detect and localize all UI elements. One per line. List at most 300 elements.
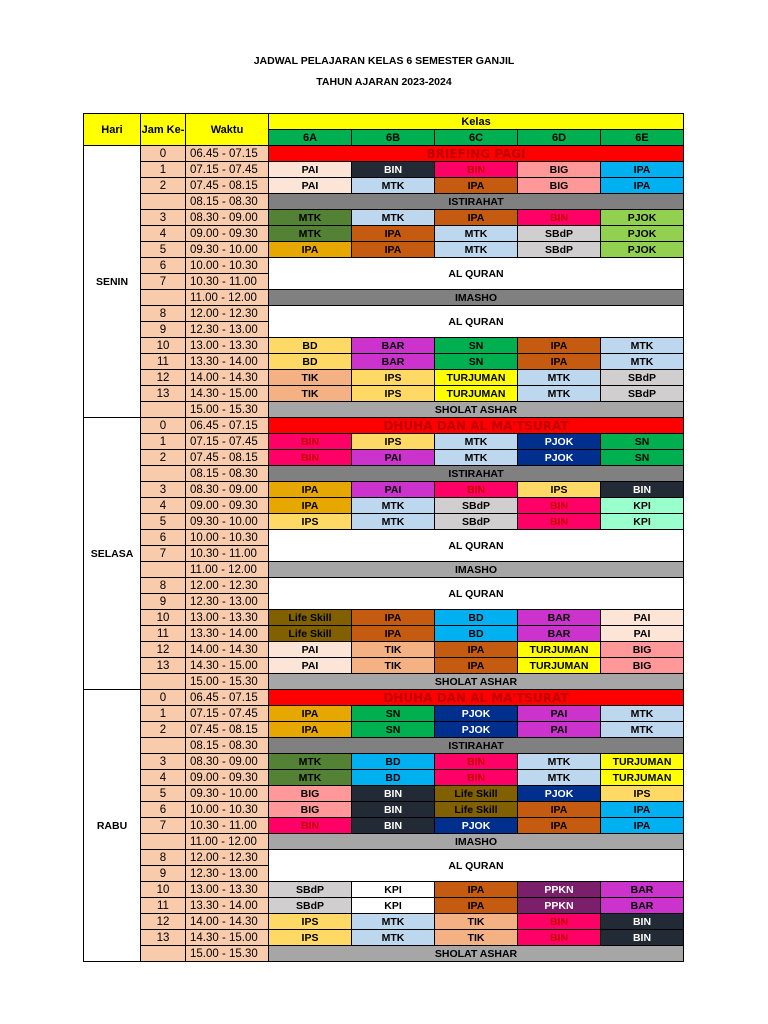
table-row: [84, 706, 684, 722]
table-row: [84, 146, 684, 162]
table-row: [84, 530, 684, 546]
subject-cell: IPS: [269, 930, 352, 946]
subject-cell: BIN: [601, 482, 684, 498]
table-row: [84, 818, 684, 834]
period-time: 06.45 - 07.15: [186, 418, 269, 434]
period-time: 07.15 - 07.45: [186, 706, 269, 722]
table-row: [84, 210, 684, 226]
table-row: [84, 370, 684, 386]
merged-activity: AL QURAN: [269, 258, 684, 290]
table-row: [84, 338, 684, 354]
table-row: [84, 946, 684, 962]
subject-cell: BIN: [518, 930, 601, 946]
period-number: 10: [141, 882, 186, 898]
subject-cell: SBdP: [601, 370, 684, 386]
subject-cell: BD: [269, 338, 352, 354]
subject-cell: BIN: [435, 162, 518, 178]
period-number: 13: [141, 658, 186, 674]
subject-cell: BD: [435, 626, 518, 642]
period-number: 12: [141, 642, 186, 658]
period-time: 12.30 - 13.00: [186, 594, 269, 610]
period-number: 8: [141, 306, 186, 322]
period-time: 15.00 - 15.30: [186, 674, 269, 690]
table-row: [84, 466, 684, 482]
subject-cell: PAI: [518, 706, 601, 722]
table-row: [84, 354, 684, 370]
subject-cell: IPA: [435, 898, 518, 914]
period-time: 10.00 - 10.30: [186, 802, 269, 818]
period-number: 11: [141, 354, 186, 370]
header-class-6e: 6E: [601, 130, 684, 146]
subject-cell: BAR: [601, 882, 684, 898]
subject-cell: MTK: [352, 914, 435, 930]
table-row: [84, 658, 684, 674]
subject-cell: SN: [352, 706, 435, 722]
subject-cell: BIN: [269, 434, 352, 450]
subject-cell: MTK: [601, 338, 684, 354]
table-row: [84, 306, 684, 322]
subject-cell: BIN: [352, 786, 435, 802]
table-row: [84, 690, 684, 706]
subject-cell: IPA: [601, 802, 684, 818]
period-number: [141, 946, 186, 962]
period-number: 2: [141, 450, 186, 466]
header-kelas: Kelas: [269, 114, 684, 130]
subject-cell: SBdP: [435, 498, 518, 514]
period-number: [141, 834, 186, 850]
period-number: [141, 738, 186, 754]
period-number: 9: [141, 866, 186, 882]
subject-cell: MTK: [352, 178, 435, 194]
subject-cell: IPA: [518, 354, 601, 370]
period-time: 07.15 - 07.45: [186, 162, 269, 178]
period-number: 6: [141, 802, 186, 818]
subject-cell: BD: [352, 754, 435, 770]
merged-activity: IMASHO: [269, 562, 684, 578]
table-row: [84, 770, 684, 786]
header-waktu: Waktu: [186, 114, 269, 146]
subject-cell: BD: [352, 770, 435, 786]
table-row: [84, 242, 684, 258]
period-time: 10.30 - 11.00: [186, 274, 269, 290]
period-time: 13.00 - 13.30: [186, 610, 269, 626]
subject-cell: KPI: [601, 498, 684, 514]
subject-cell: TIK: [269, 386, 352, 402]
table-row: [84, 562, 684, 578]
period-number: 2: [141, 178, 186, 194]
period-time: 15.00 - 15.30: [186, 946, 269, 962]
subject-cell: MTK: [601, 722, 684, 738]
subject-cell: IPA: [435, 210, 518, 226]
subject-cell: MTK: [352, 210, 435, 226]
subject-cell: TIK: [352, 642, 435, 658]
subject-cell: IPA: [269, 498, 352, 514]
subject-cell: PPKN: [518, 882, 601, 898]
subject-cell: Life Skill: [435, 802, 518, 818]
period-number: 4: [141, 770, 186, 786]
subject-cell: PAI: [269, 642, 352, 658]
period-number: [141, 290, 186, 306]
period-number: 10: [141, 338, 186, 354]
period-number: 8: [141, 850, 186, 866]
table-row: [84, 626, 684, 642]
subject-cell: PJOK: [435, 722, 518, 738]
subject-cell: BIN: [269, 818, 352, 834]
table-row: [84, 754, 684, 770]
subject-cell: PJOK: [518, 786, 601, 802]
period-time: 12.30 - 13.00: [186, 866, 269, 882]
subject-cell: SN: [352, 722, 435, 738]
subject-cell: KPI: [352, 898, 435, 914]
subject-cell: TURJUMAN: [601, 770, 684, 786]
period-number: 12: [141, 370, 186, 386]
subject-cell: IPA: [352, 242, 435, 258]
table-row: [84, 162, 684, 178]
subject-cell: PAI: [269, 162, 352, 178]
period-time: 13.00 - 13.30: [186, 882, 269, 898]
period-time: 07.45 - 08.15: [186, 178, 269, 194]
period-time: 09.30 - 10.00: [186, 786, 269, 802]
subject-cell: BIG: [601, 658, 684, 674]
period-number: 0: [141, 690, 186, 706]
merged-activity: ISTIRAHAT: [269, 194, 684, 210]
table-row: [84, 258, 684, 274]
period-number: 5: [141, 786, 186, 802]
subject-cell: BIN: [518, 210, 601, 226]
merged-activity: SHOLAT ASHAR: [269, 402, 684, 418]
subject-cell: BIN: [518, 498, 601, 514]
header-hari: Hari: [84, 114, 141, 146]
period-number: [141, 402, 186, 418]
subject-cell: IPA: [518, 802, 601, 818]
period-number: 8: [141, 578, 186, 594]
period-time: 13.30 - 14.00: [186, 354, 269, 370]
subject-cell: Life Skill: [269, 610, 352, 626]
period-time: 14.30 - 15.00: [186, 930, 269, 946]
table-row: [84, 194, 684, 210]
subject-cell: KPI: [601, 514, 684, 530]
subject-cell: BIG: [269, 802, 352, 818]
table-row: [84, 514, 684, 530]
subject-cell: TURJUMAN: [518, 642, 601, 658]
period-time: 09.00 - 09.30: [186, 226, 269, 242]
header-class-6b: 6B: [352, 130, 435, 146]
table-row: [84, 418, 684, 434]
subject-cell: MTK: [518, 754, 601, 770]
subject-cell: PAI: [269, 178, 352, 194]
period-number: [141, 674, 186, 690]
table-row: [84, 834, 684, 850]
subject-cell: SBdP: [518, 226, 601, 242]
subject-cell: IPA: [601, 162, 684, 178]
table-row: [84, 434, 684, 450]
period-time: 13.30 - 14.00: [186, 626, 269, 642]
period-time: 10.00 - 10.30: [186, 530, 269, 546]
period-time: 06.45 - 07.15: [186, 690, 269, 706]
table-row: [84, 738, 684, 754]
period-number: 0: [141, 146, 186, 162]
period-time: 09.00 - 09.30: [186, 770, 269, 786]
subject-cell: BIG: [518, 178, 601, 194]
subject-cell: SN: [601, 434, 684, 450]
period-number: 10: [141, 610, 186, 626]
subject-cell: PJOK: [518, 434, 601, 450]
table-row: [84, 642, 684, 658]
period-time: 13.00 - 13.30: [186, 338, 269, 354]
period-number: 2: [141, 722, 186, 738]
subject-cell: PJOK: [601, 242, 684, 258]
subject-cell: IPA: [601, 178, 684, 194]
table-row: [84, 386, 684, 402]
schedule-body: [84, 146, 684, 962]
period-time: 09.00 - 09.30: [186, 498, 269, 514]
period-number: [141, 562, 186, 578]
merged-activity: AL QURAN: [269, 306, 684, 338]
subject-cell: TURJUMAN: [518, 658, 601, 674]
period-time: 11.00 - 12.00: [186, 562, 269, 578]
table-row: [84, 898, 684, 914]
header-class-6a: 6A: [269, 130, 352, 146]
subject-cell: MTK: [518, 386, 601, 402]
period-number: 6: [141, 530, 186, 546]
period-number: 3: [141, 754, 186, 770]
period-number: [141, 194, 186, 210]
subject-cell: SBdP: [435, 514, 518, 530]
period-time: 15.00 - 15.30: [186, 402, 269, 418]
table-row: [84, 402, 684, 418]
period-time: 12.00 - 12.30: [186, 850, 269, 866]
day-label: SENIN: [84, 146, 141, 418]
period-time: 09.30 - 10.00: [186, 514, 269, 530]
subject-cell: PJOK: [601, 226, 684, 242]
period-number: 1: [141, 162, 186, 178]
subject-cell: BIN: [435, 754, 518, 770]
subject-cell: MTK: [352, 498, 435, 514]
subject-cell: Life Skill: [435, 786, 518, 802]
period-number: 0: [141, 418, 186, 434]
subject-cell: IPA: [435, 178, 518, 194]
subject-cell: MTK: [352, 514, 435, 530]
subject-cell: BAR: [518, 626, 601, 642]
subject-cell: IPA: [269, 482, 352, 498]
subject-cell: BIN: [518, 514, 601, 530]
period-number: 11: [141, 626, 186, 642]
subject-cell: BIN: [601, 930, 684, 946]
table-row: [84, 610, 684, 626]
schedule-table: [83, 113, 684, 962]
period-number: 9: [141, 594, 186, 610]
subject-cell: PJOK: [435, 818, 518, 834]
subject-cell: IPS: [601, 786, 684, 802]
subject-cell: IPA: [518, 818, 601, 834]
table-row: [84, 882, 684, 898]
subject-cell: MTK: [435, 226, 518, 242]
subject-cell: BIN: [352, 162, 435, 178]
merged-activity: AL QURAN: [269, 850, 684, 882]
subject-cell: IPA: [435, 658, 518, 674]
subject-cell: SN: [435, 338, 518, 354]
period-number: 11: [141, 898, 186, 914]
period-time: 12.00 - 12.30: [186, 578, 269, 594]
subject-cell: TIK: [435, 914, 518, 930]
subject-cell: BIG: [518, 162, 601, 178]
period-time: 14.30 - 15.00: [186, 386, 269, 402]
subject-cell: BAR: [352, 354, 435, 370]
merged-activity: SHOLAT ASHAR: [269, 674, 684, 690]
period-time: 08.15 - 08.30: [186, 194, 269, 210]
subject-cell: MTK: [435, 434, 518, 450]
table-row: [84, 914, 684, 930]
subject-cell: BD: [269, 354, 352, 370]
subject-cell: BIN: [518, 914, 601, 930]
schedule-subtitle: TAHUN AJARAN 2023-2024: [316, 76, 452, 88]
period-number: 9: [141, 322, 186, 338]
period-time: 12.00 - 12.30: [186, 306, 269, 322]
table-row: [84, 674, 684, 690]
period-time: 06.45 - 07.15: [186, 146, 269, 162]
period-time: 08.15 - 08.30: [186, 466, 269, 482]
subject-cell: IPA: [352, 226, 435, 242]
period-time: 14.30 - 15.00: [186, 658, 269, 674]
subject-cell: MTK: [518, 370, 601, 386]
subject-cell: IPS: [518, 482, 601, 498]
subject-cell: MTK: [435, 450, 518, 466]
period-time: 14.00 - 14.30: [186, 642, 269, 658]
table-row: [84, 450, 684, 466]
subject-cell: IPA: [601, 818, 684, 834]
period-time: 10.30 - 11.00: [186, 546, 269, 562]
period-time: 10.00 - 10.30: [186, 258, 269, 274]
merged-activity: SHOLAT ASHAR: [269, 946, 684, 962]
subject-cell: BAR: [518, 610, 601, 626]
subject-cell: TIK: [435, 930, 518, 946]
subject-cell: BIN: [352, 818, 435, 834]
period-number: 6: [141, 258, 186, 274]
subject-cell: MTK: [601, 706, 684, 722]
subject-cell: SN: [601, 450, 684, 466]
header-class-6c: 6C: [435, 130, 518, 146]
subject-cell: KPI: [352, 882, 435, 898]
subject-cell: BIN: [435, 770, 518, 786]
subject-cell: PAI: [601, 626, 684, 642]
subject-cell: PAI: [352, 482, 435, 498]
subject-cell: IPS: [352, 370, 435, 386]
subject-cell: IPA: [269, 706, 352, 722]
period-time: 14.00 - 14.30: [186, 370, 269, 386]
table-row: [84, 482, 684, 498]
period-time: 11.00 - 12.00: [186, 834, 269, 850]
period-number: 4: [141, 226, 186, 242]
subject-cell: IPA: [435, 642, 518, 658]
subject-cell: SN: [435, 354, 518, 370]
period-number: 13: [141, 930, 186, 946]
merged-activity: BRIEFING PAGI: [269, 146, 684, 162]
period-number: 1: [141, 434, 186, 450]
subject-cell: PJOK: [518, 450, 601, 466]
subject-cell: SBdP: [269, 898, 352, 914]
subject-cell: TURJUMAN: [435, 386, 518, 402]
subject-cell: BIG: [601, 642, 684, 658]
subject-cell: SBdP: [518, 242, 601, 258]
period-time: 07.45 - 08.15: [186, 722, 269, 738]
period-number: 1: [141, 706, 186, 722]
period-number: 3: [141, 210, 186, 226]
subject-cell: IPA: [352, 626, 435, 642]
merged-activity: ISTIRAHAT: [269, 466, 684, 482]
subject-cell: MTK: [269, 754, 352, 770]
subject-cell: PAI: [518, 722, 601, 738]
subject-cell: BAR: [352, 338, 435, 354]
subject-cell: BIG: [269, 786, 352, 802]
subject-cell: MTK: [601, 354, 684, 370]
subject-cell: SBdP: [269, 882, 352, 898]
subject-cell: MTK: [269, 210, 352, 226]
subject-cell: BIN: [269, 450, 352, 466]
period-time: 10.30 - 11.00: [186, 818, 269, 834]
period-time: 11.00 - 12.00: [186, 290, 269, 306]
period-time: 08.30 - 09.00: [186, 210, 269, 226]
day-label: SELASA: [84, 418, 141, 690]
subject-cell: MTK: [269, 770, 352, 786]
merged-activity: IMASHO: [269, 834, 684, 850]
period-number: 7: [141, 274, 186, 290]
subject-cell: BIN: [352, 802, 435, 818]
subject-cell: PJOK: [601, 210, 684, 226]
subject-cell: MTK: [435, 242, 518, 258]
subject-cell: IPA: [269, 242, 352, 258]
subject-cell: IPA: [518, 338, 601, 354]
subject-cell: SBdP: [601, 386, 684, 402]
subject-cell: BIN: [601, 914, 684, 930]
subject-cell: BIN: [435, 482, 518, 498]
merged-activity: ISTIRAHAT: [269, 738, 684, 754]
period-time: 07.45 - 08.15: [186, 450, 269, 466]
merged-activity: IMASHO: [269, 290, 684, 306]
period-number: 4: [141, 498, 186, 514]
header-jam: Jam Ke-: [141, 114, 186, 146]
period-number: 7: [141, 818, 186, 834]
subject-cell: PAI: [352, 450, 435, 466]
table-row: [84, 498, 684, 514]
period-number: [141, 466, 186, 482]
table-row: [84, 786, 684, 802]
period-time: 08.30 - 09.00: [186, 482, 269, 498]
subject-cell: IPS: [269, 914, 352, 930]
subject-cell: TIK: [352, 658, 435, 674]
table-row: [84, 930, 684, 946]
subject-cell: Life Skill: [269, 626, 352, 642]
subject-cell: IPS: [352, 386, 435, 402]
subject-cell: BAR: [601, 898, 684, 914]
subject-cell: PAI: [269, 658, 352, 674]
subject-cell: PAI: [601, 610, 684, 626]
period-time: 09.30 - 10.00: [186, 242, 269, 258]
table-row: [84, 290, 684, 306]
schedule-title: JADWAL PELAJARAN KELAS 6 SEMESTER GANJIL: [253, 55, 515, 67]
subject-cell: BD: [435, 610, 518, 626]
period-time: 08.30 - 09.00: [186, 754, 269, 770]
subject-cell: IPA: [269, 722, 352, 738]
table-row: [84, 722, 684, 738]
period-time: 12.30 - 13.00: [186, 322, 269, 338]
period-number: 7: [141, 546, 186, 562]
subject-cell: TURJUMAN: [435, 370, 518, 386]
merged-activity: AL QURAN: [269, 530, 684, 562]
table-row: [84, 850, 684, 866]
subject-cell: PJOK: [435, 706, 518, 722]
table-row: [84, 802, 684, 818]
merged-activity: AL QURAN: [269, 578, 684, 610]
